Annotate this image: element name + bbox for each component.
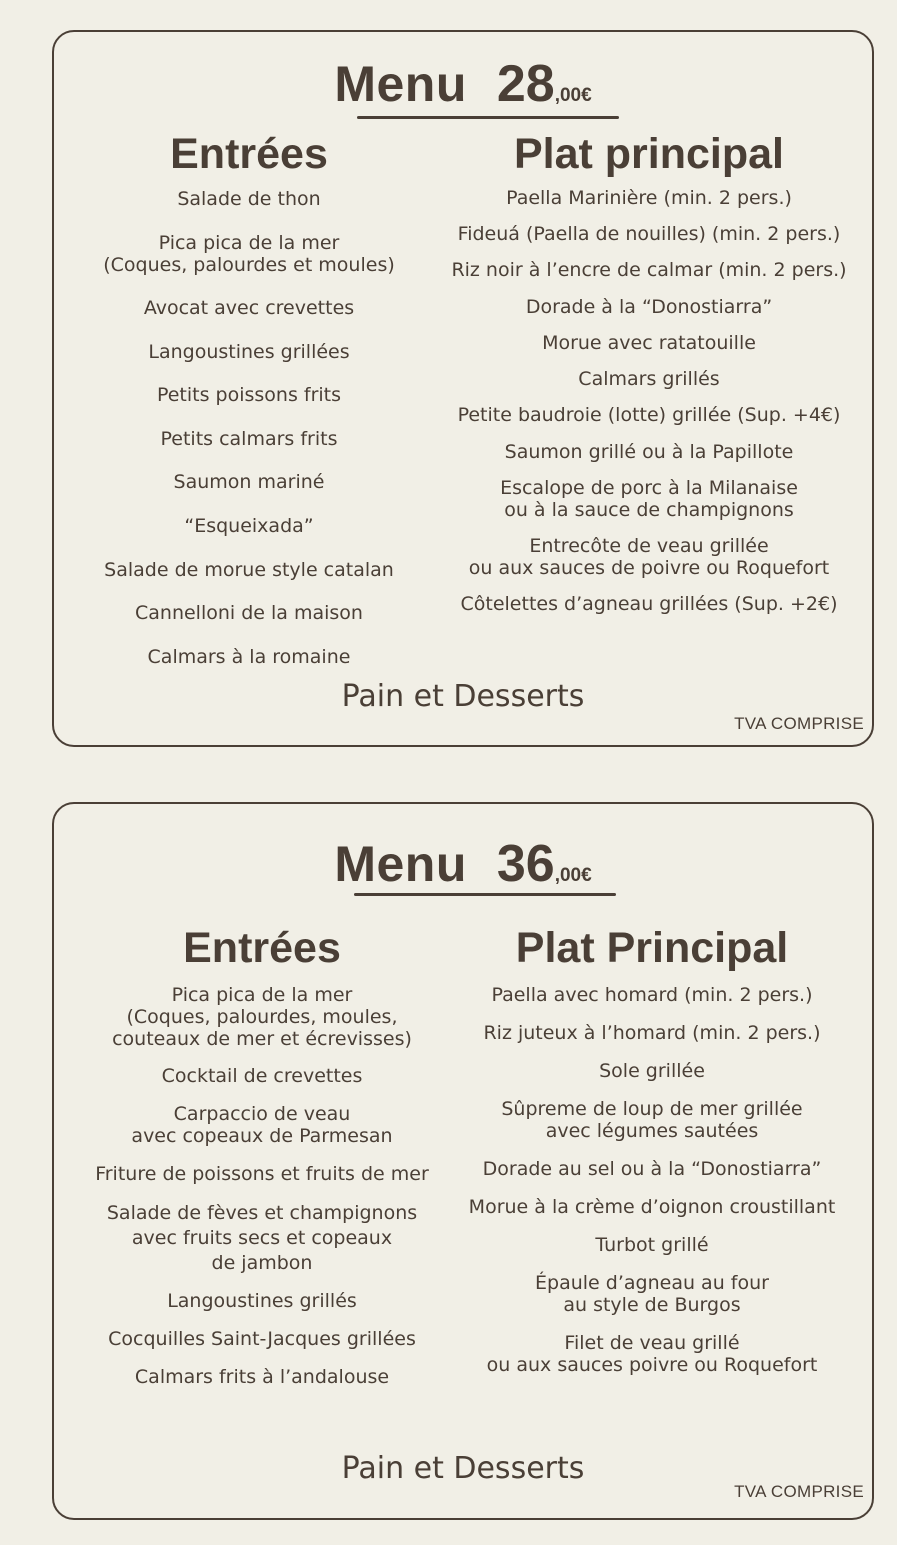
menu-price-decimal: ,00€ <box>554 85 592 106</box>
list-item: Carpaccio de veau avec copeaux de Parmesan <box>131 1103 393 1147</box>
mains-heading: Plat Principal <box>515 924 789 972</box>
list-item: Calmars à la romaine <box>147 646 351 668</box>
list-item: Langoustines grillés <box>167 1290 357 1312</box>
list-item: Pica pica de la mer (Coques, palourdes, moules, couteaux de mer et écrevisses) <box>112 984 412 1050</box>
list-item: Entrecôte de veau grillée ou aux sauces de poivre ou Roquefort <box>468 535 830 579</box>
menu-card-28 <box>52 30 874 747</box>
menu-price-decimal: ,00€ <box>554 865 592 886</box>
list-item: Riz juteux à l’homard (min. 2 pers.) <box>483 1022 821 1044</box>
list-item: Riz noir à l’encre de calmar (min. 2 pers.) <box>451 259 847 281</box>
list-item: Petits calmars frits <box>160 428 338 450</box>
starters-heading: Entrées <box>183 924 341 972</box>
mains-column <box>452 804 852 1518</box>
list-item: Morue à la crème d’oignon croustillant <box>468 1196 836 1218</box>
list-item: Salade de thon <box>177 188 321 210</box>
list-item: Cocquilles Saint-Jacques grillées <box>108 1328 416 1350</box>
list-item: Salade de morue style catalan <box>104 559 394 581</box>
list-item: Cocktail de crevettes <box>161 1065 363 1087</box>
list-item: Saumon grillé ou à la Papillote <box>504 441 794 463</box>
footer-text: Pain et Desserts <box>341 679 585 714</box>
list-item: Saumon mariné <box>173 471 325 493</box>
list-item: Fideuá (Paella de nouilles) (min. 2 pers.) <box>457 223 841 245</box>
starters-heading: Entrées <box>170 130 328 178</box>
tax-note: TVA COMPRISE <box>734 1482 864 1501</box>
footer-text: Pain et Desserts <box>341 1451 585 1486</box>
list-item: Côtelettes d’agneau grillées (Sup. +2€) <box>460 593 838 615</box>
list-item: Turbot grillé <box>595 1234 709 1256</box>
menu-word: Menu <box>334 836 467 892</box>
list-item: Cannelloni de la maison <box>135 602 363 624</box>
list-item: Dorade au sel ou à la “Donostiarra” <box>482 1158 822 1180</box>
starters-column <box>82 804 442 1518</box>
list-item: Petits poissons frits <box>156 384 342 406</box>
menu-word: Menu <box>334 56 467 112</box>
list-item: Sole grillée <box>599 1060 705 1082</box>
list-item: Escalope de porc à la Milanaise ou à la sauce de champignons <box>500 477 798 521</box>
list-item: Friture de poissons et fruits de mer <box>95 1163 429 1185</box>
list-item: Paella Marinière (min. 2 pers.) <box>506 187 792 209</box>
list-item: Calmars frits à l’andalouse <box>134 1366 390 1388</box>
list-item: Épaule d’agneau au four au style de Burgos <box>535 1272 769 1316</box>
list-item: Petite baudroie (lotte) grillée (Sup. +4€) <box>457 404 841 426</box>
list-item: Calmars grillés <box>578 368 720 390</box>
menu-price: 36 <box>496 835 555 893</box>
menu-price: 28 <box>496 55 555 113</box>
starters-column <box>84 32 414 745</box>
list-item: Filet de veau grillé ou aux sauces poivre ou Roquefort <box>486 1332 818 1376</box>
menu-card-36 <box>52 802 874 1520</box>
list-item: Dorade à la “Donostiarra” <box>525 296 773 318</box>
mains-heading: Plat principal <box>513 130 784 178</box>
list-item: Avocat avec crevettes <box>143 297 355 319</box>
mains-column <box>444 32 854 745</box>
list-item: Sûpreme de loup de mer grillée avec légumes sautées <box>501 1098 803 1142</box>
list-item: “Esqueixada” <box>184 515 314 537</box>
list-item: Morue avec ratatouille <box>542 332 756 354</box>
list-item: Salade de fèves et champignons avec fruits secs et copeaux de jambon <box>106 1202 418 1274</box>
list-item: Langoustines grillées <box>148 341 350 363</box>
list-item: Pica pica de la mer (Coques, palourdes et moules) <box>103 232 395 276</box>
tax-note: TVA COMPRISE <box>734 714 864 733</box>
list-item: Paella avec homard (min. 2 pers.) <box>491 984 813 1006</box>
